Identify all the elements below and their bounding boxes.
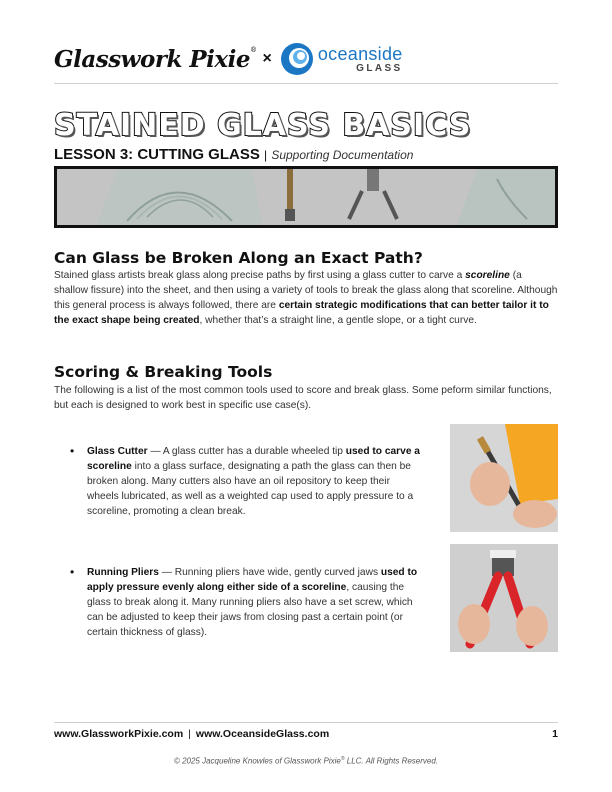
lesson-subtitle: LESSON 3: CUTTING GLASS | Supporting Documentation — [54, 146, 414, 163]
tool-name: Glass Cutter — [87, 446, 148, 457]
header-divider — [54, 83, 558, 84]
section-paragraph-tools: The following is a list of the most common tools used to score and break glass. Some peform similar functions, but each is designed to work best in specific use case(s). — [54, 385, 552, 411]
section-heading-tools: Scoring & Breaking Tools — [54, 363, 273, 381]
section-paragraph-exact-path: Stained glass artists break glass along precise paths by first using a glass cutter to carve a scoreline (a shallow fissure) into the sheet, and then using a variety of tools to break the glass along that scoreline. Although this general process is always followed, there are certain strategic modifications that can better tailor it to the exact shape being created, whether that’s a straight line, a gentle slope, or a tight curve. — [54, 270, 558, 326]
glass-cutter-photo — [450, 424, 558, 532]
section-heading-exact-path: Can Glass be Broken Along an Exact Path? — [54, 249, 423, 267]
lesson-label: LESSON 3: CUTTING GLASS — [54, 146, 260, 163]
footer-links: www.GlassworkPixie.com | www.OceansideGlass.com — [54, 728, 330, 740]
page-title: STAINED GLASS BASICS — [54, 108, 472, 143]
list-item-running-pliers: • Running Pliers — Running pliers have wide, gently curved jaws used to apply pressure evenly along either side of a scoreline, causing the glass to break along it. Many running pliers also have a set screw, which can be adjusted to keep their jaws from closing past a certain point (or certain thickness of glass). — [70, 565, 418, 638]
footer-divider — [54, 722, 558, 723]
tool-name: Running Pliers — [87, 567, 159, 578]
list-item-glass-cutter: • Glass Cutter — A glass cutter has a durable wheeled tip used to carve a scoreline into a glass surface, designating a path the glass can then be broken along. Many cutters also have an oil repository to keep their wheels lubricated, as well as a weighted cap used to apply pressure to a scoreline, promoting a clean break. — [70, 444, 420, 517]
times-separator: × — [262, 50, 272, 67]
page-number: 1 — [552, 728, 558, 740]
copyright-notice: © 2025 Jacqueline Knowles of Glasswork Pixie® LLC. All Rights Reserved. — [173, 756, 439, 766]
running-pliers-photo — [450, 544, 558, 652]
glasswork-pixie-logo: Glasswork Pixie® — [54, 45, 257, 73]
lesson-support-text: Supporting Documentation — [271, 148, 414, 162]
oceansideglass-link[interactable]: www.OceansideGlass.com — [195, 728, 330, 740]
glassworkpixie-link[interactable]: www.GlassworkPixie.com — [54, 728, 184, 740]
oceanside-glass-logo: oceanside GLASS — [317, 43, 403, 74]
oceanside-wave-icon — [280, 42, 314, 76]
header-logos — [54, 36, 558, 82]
tools-banner-image — [54, 166, 558, 228]
